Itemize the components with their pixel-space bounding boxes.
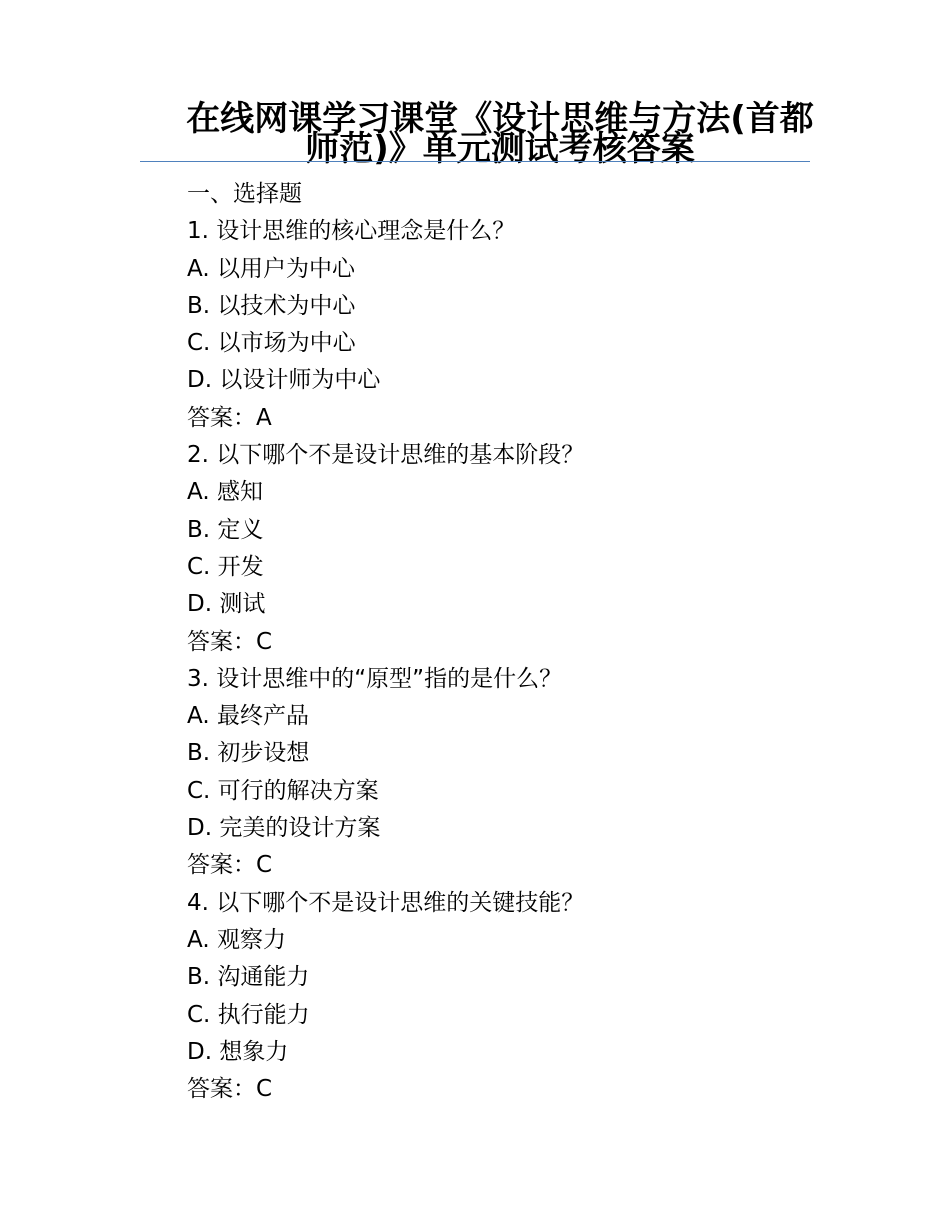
document-title: 在线网课学习课堂《设计思维与方法(首都师范)》单元测试考核答案 [186,99,814,169]
option-item: A. 以用户为中心 [187,255,355,282]
question-text: 1. 设计思维的核心理念是什么？ [187,218,516,245]
question-block [187,213,827,437]
answer-text: 答案：C [187,852,273,879]
answer-text: 答案：C [187,1076,273,1103]
option-item: A. 观察力 [187,926,286,953]
option-item: D. 以设计师为中心 [187,367,381,394]
option-item: D. 测试 [187,591,266,618]
option-item: A. 感知 [187,479,263,506]
option-item: B. 初步设想 [187,740,310,767]
option-item: D. 完美的设计方案 [187,815,381,842]
question-text: 4. 以下哪个不是设计思维的关键技能？ [187,889,585,916]
question-block [187,885,827,1109]
question-text: 2. 以下哪个不是设计思维的基本阶段？ [187,442,585,469]
title-underline [140,161,810,162]
option-item: B. 定义 [187,516,264,543]
option-item: B. 以技术为中心 [187,292,356,319]
option-item: A. 最终产品 [187,703,309,730]
question-text: 3. 设计思维中的“原型”指的是什么？ [187,665,563,692]
document-body [187,176,827,1108]
section-heading: 一、选择题 [187,181,302,207]
question-block [187,661,827,885]
question-block [187,437,827,661]
option-item: C. 以市场为中心 [187,330,356,357]
option-item: D. 想象力 [187,1038,289,1065]
answer-text: 答案：C [187,628,273,655]
option-item: C. 开发 [187,553,264,580]
answer-text: 答案：A [187,404,272,431]
option-item: B. 沟通能力 [187,964,310,991]
option-item: C. 执行能力 [187,1001,310,1028]
option-item: C. 可行的解决方案 [187,777,379,804]
